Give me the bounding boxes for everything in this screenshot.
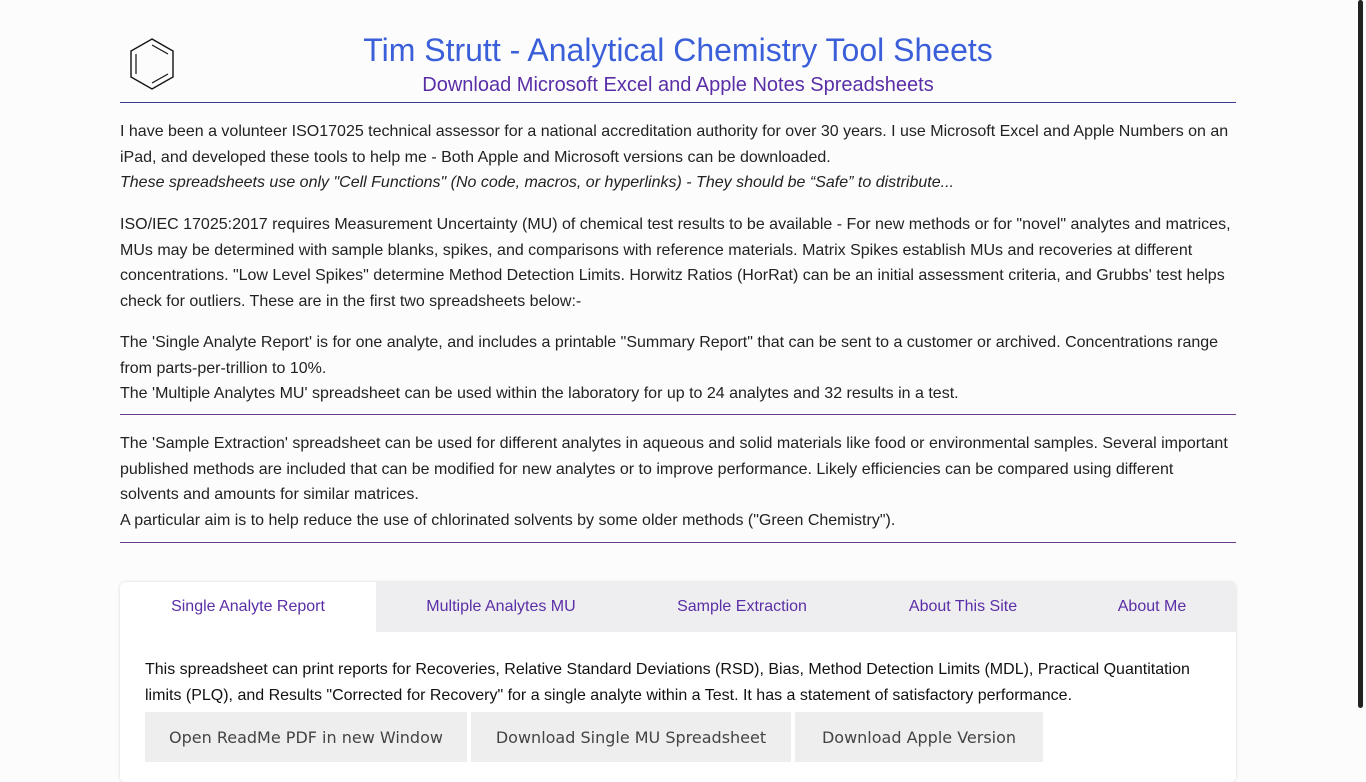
green-chemistry-paragraph: A particular aim is to help reduce the use of chlorinated solvents by some older methods ("Green Chemistry"). — [120, 512, 896, 530]
button-row — [145, 712, 1211, 762]
page-title: Tim Strutt - Analytical Chemistry Tool Sheets — [363, 32, 993, 68]
tab-multiple-analytes-mu[interactable]: Multiple Analytes MU — [426, 598, 576, 615]
spreadsheets-section — [120, 330, 1236, 407]
tab-bar — [120, 582, 1236, 632]
mu-requirements-section — [120, 212, 1236, 315]
intro-section — [120, 119, 1236, 196]
extraction-section — [120, 431, 1236, 534]
download-single-mu-spreadsheet-button[interactable]: Download Single MU Spreadsheet — [471, 712, 791, 762]
divider — [120, 414, 1236, 415]
multiple-analytes-paragraph: The 'Multiple Analytes MU' spreadsheet can be used within the laboratory for up to 24 analytes and 32 results in a test. — [120, 385, 959, 403]
tab-about-me[interactable]: About Me — [1117, 598, 1187, 615]
single-analyte-paragraph: The 'Single Analyte Report' is for one analyte, and includes a printable "Summary Report" that can be sent to a customer or archived. Concentrations range from parts-per-trillion to 10%. — [120, 334, 1219, 377]
tab-about-this-site[interactable]: About This Site — [908, 598, 1018, 615]
open-readme-pdf-button[interactable]: Open ReadMe PDF in new Window — [145, 712, 467, 762]
scrollbar[interactable] — [1358, 0, 1363, 708]
tab-single-analyte-report[interactable]: Single Analyte Report — [120, 582, 376, 632]
safety-note: These spreadsheets use only "Cell Functions" (No code, macros, or hyperlinks) - They should be “Safe” to distribute... — [120, 174, 954, 192]
intro-paragraph: I have been a volunteer ISO17025 technical assessor for a national accreditation authority for over 30 years. I use Microsoft Excel and Apple Numbers on an iPad, and developed these tools to help me - Both Apple and Microsoft versions can be downloaded. — [120, 123, 1229, 166]
page — [120, 0, 1236, 747]
page-subtitle: Download Microsoft Excel and Apple Notes Spreadsheets — [422, 74, 934, 96]
download-apple-version-button[interactable]: Download Apple Version — [795, 712, 1043, 762]
divider — [120, 542, 1236, 543]
tab-description: This spreadsheet can print reports for Recoveries, Relative Standard Deviations (RSD), Bias, Method Detection Limits (MDL), Practical Quantitation limits (PLQ), and Results "Corrected for Recovery" for a single analyte within a Test. It has a statement of satisfactory performance. — [145, 661, 1190, 704]
extraction-paragraph: The 'Sample Extraction' spreadsheet can be used for different analytes in aqueous and solid materials like food or environmental samples. Several important published methods are included that can be modified for new analytes or to improve performance. Likely efficiencies can be compared using different solvents and amounts for similar matrices. — [120, 435, 1228, 504]
mu-paragraph: ISO/IEC 17025:2017 requires Measurement Uncertainty (MU) of chemical test results to be available - For new methods or for "novel" analytes and matrices, MUs may be determined with sample blanks, spikes, and comparisons with reference materials. Matrix Spikes establish MUs and recoveries at different concentrations. "Low Level Spikes" determine Method Detection Limits. Horwitz Ratios (HorRat) can be an initial assessment criteria, and Grubbs' test helps check for outliers. These are in the first two spreadsheets below:- — [120, 216, 1231, 311]
site-header — [120, 0, 1236, 103]
tab-sample-extraction[interactable]: Sample Extraction — [677, 598, 807, 615]
tabs-panel — [120, 582, 1236, 782]
tab-content — [120, 632, 1236, 762]
